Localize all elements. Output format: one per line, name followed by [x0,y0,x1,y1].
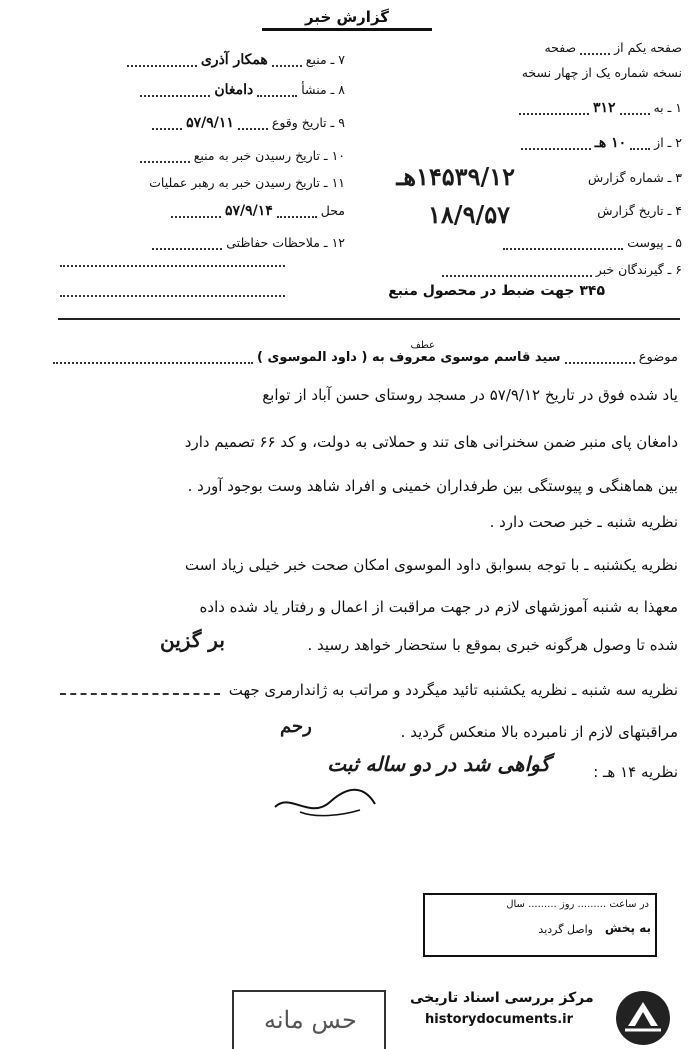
notes-dotted-line [60,295,285,297]
to-field: ۱ ـ به ۳۱۲ [519,100,682,116]
handwritten-report-date: ۱۸/۹/۵۷ [428,200,510,229]
receivers-field: ۶ ـ گیرندگان خبر [442,262,682,277]
opinion-line: شده تا وصول هرگونه خبری بموقع با ستحضار خواهد رسید . [307,636,678,654]
date-reached-source-field: ۱۰ ـ تاریخ رسیدن خبر به منبع [140,148,345,163]
opinion-line: مراقبتهای لازم از نامبرده بالا منعکس گردید . [400,723,678,741]
source-field: ۷ ـ منبع همکار آذری [127,52,345,68]
archive-box-text: حس مانه [264,1006,357,1034]
page-field: صفحه یکم از صفحه [544,40,682,55]
dashed-line [60,693,220,695]
body-line: دامغان پای منبر ضمن سخنرانی های تند و حملاتی به دولت، و کد ۶۶ تصمیم دارد [184,433,678,451]
opinion-line: نظریه یکشنبه ـ با توجه بسوابق داود الموسوی امکان صحت خبر خیلی زیاد است [184,556,678,574]
copy-number-field: نسخه شماره یک از چهار نسخه [521,65,682,80]
stamp-received: واصل گردید [538,923,593,936]
handwritten-initials: رحم [280,716,312,737]
security-notes-field: ۱۲ ـ ملاحظات حفاظتی [152,235,345,250]
from-field: ۲ ـ از ۱۰ هـ [521,135,682,151]
opinion-line: نظریه ۱۴ هـ : [593,763,678,781]
handwritten-report-number: ۱۴۵۳۹/۱۲هـ [396,162,515,191]
occurrence-date-field: ۹ ـ تاریخ وقوع ۵۷/۹/۱۱ [152,115,345,131]
received-stamp [423,893,657,957]
notes-dotted-line [60,265,285,267]
handwritten-final-note: گواهی شد در دو ساله ثبت [327,752,550,776]
subject-line: موضوع سید قاسم موسوی معروف به ( داود الموسوی ) [53,350,678,365]
report-date-field: ۴ ـ تاریخ گزارش [597,203,682,218]
footer-url[interactable]: historydocuments.ir [425,1012,574,1027]
attachment-field: ۵ ـ پیوست [503,235,682,250]
receivers-line: ۳۴۵ جهت ضبط در محصول منبع [388,283,605,299]
opinion-line: معهذا به شنبه آموزشهای لازم در جهت مراقبت از اعمال و رفتار یاد شده داده [199,598,678,616]
location-field: محل ۵۷/۹/۱۴ [171,203,345,219]
opinion-line: نظریه سه شنبه ـ نظریه یکشنبه تائید میگردد و مراتب به ژاندارمری جهت [228,681,678,699]
origin-field: ۸ ـ منشأ دامغان [140,82,345,98]
body-line: بین هماهنگی و پیوستگی بین طرفداران خمینی و افراد شاهد وست بوجود آورد . [187,477,678,495]
body-line: یاد شده فوق در تاریخ ۵۷/۹/۱۲ در مسجد روستای حسن آباد از توابع [262,386,678,404]
footer-org-name: مرکز بررسی اسناد تاریخی [410,990,594,1006]
signature-icon [270,782,380,822]
handwritten-initials: بر گزین [160,628,225,652]
archive-box [232,990,386,1049]
stamp-section: به پخش [604,921,651,935]
section-divider [58,318,680,320]
report-title: گزارش خبر [262,8,432,31]
subject-annotation: عطف [410,340,435,351]
report-number-field: ۳ ـ شماره گزارش [587,170,682,185]
stamp-date-line: در ساعت ......... روز ......... سال [506,899,649,910]
archive-logo-icon [613,988,673,1048]
date-reached-leader-field: ۱۱ ـ تاریخ رسیدن خبر به رهبر عملیات [149,175,345,190]
body-line: نظریه شنبه ـ خبر صحت دارد . [489,513,678,531]
